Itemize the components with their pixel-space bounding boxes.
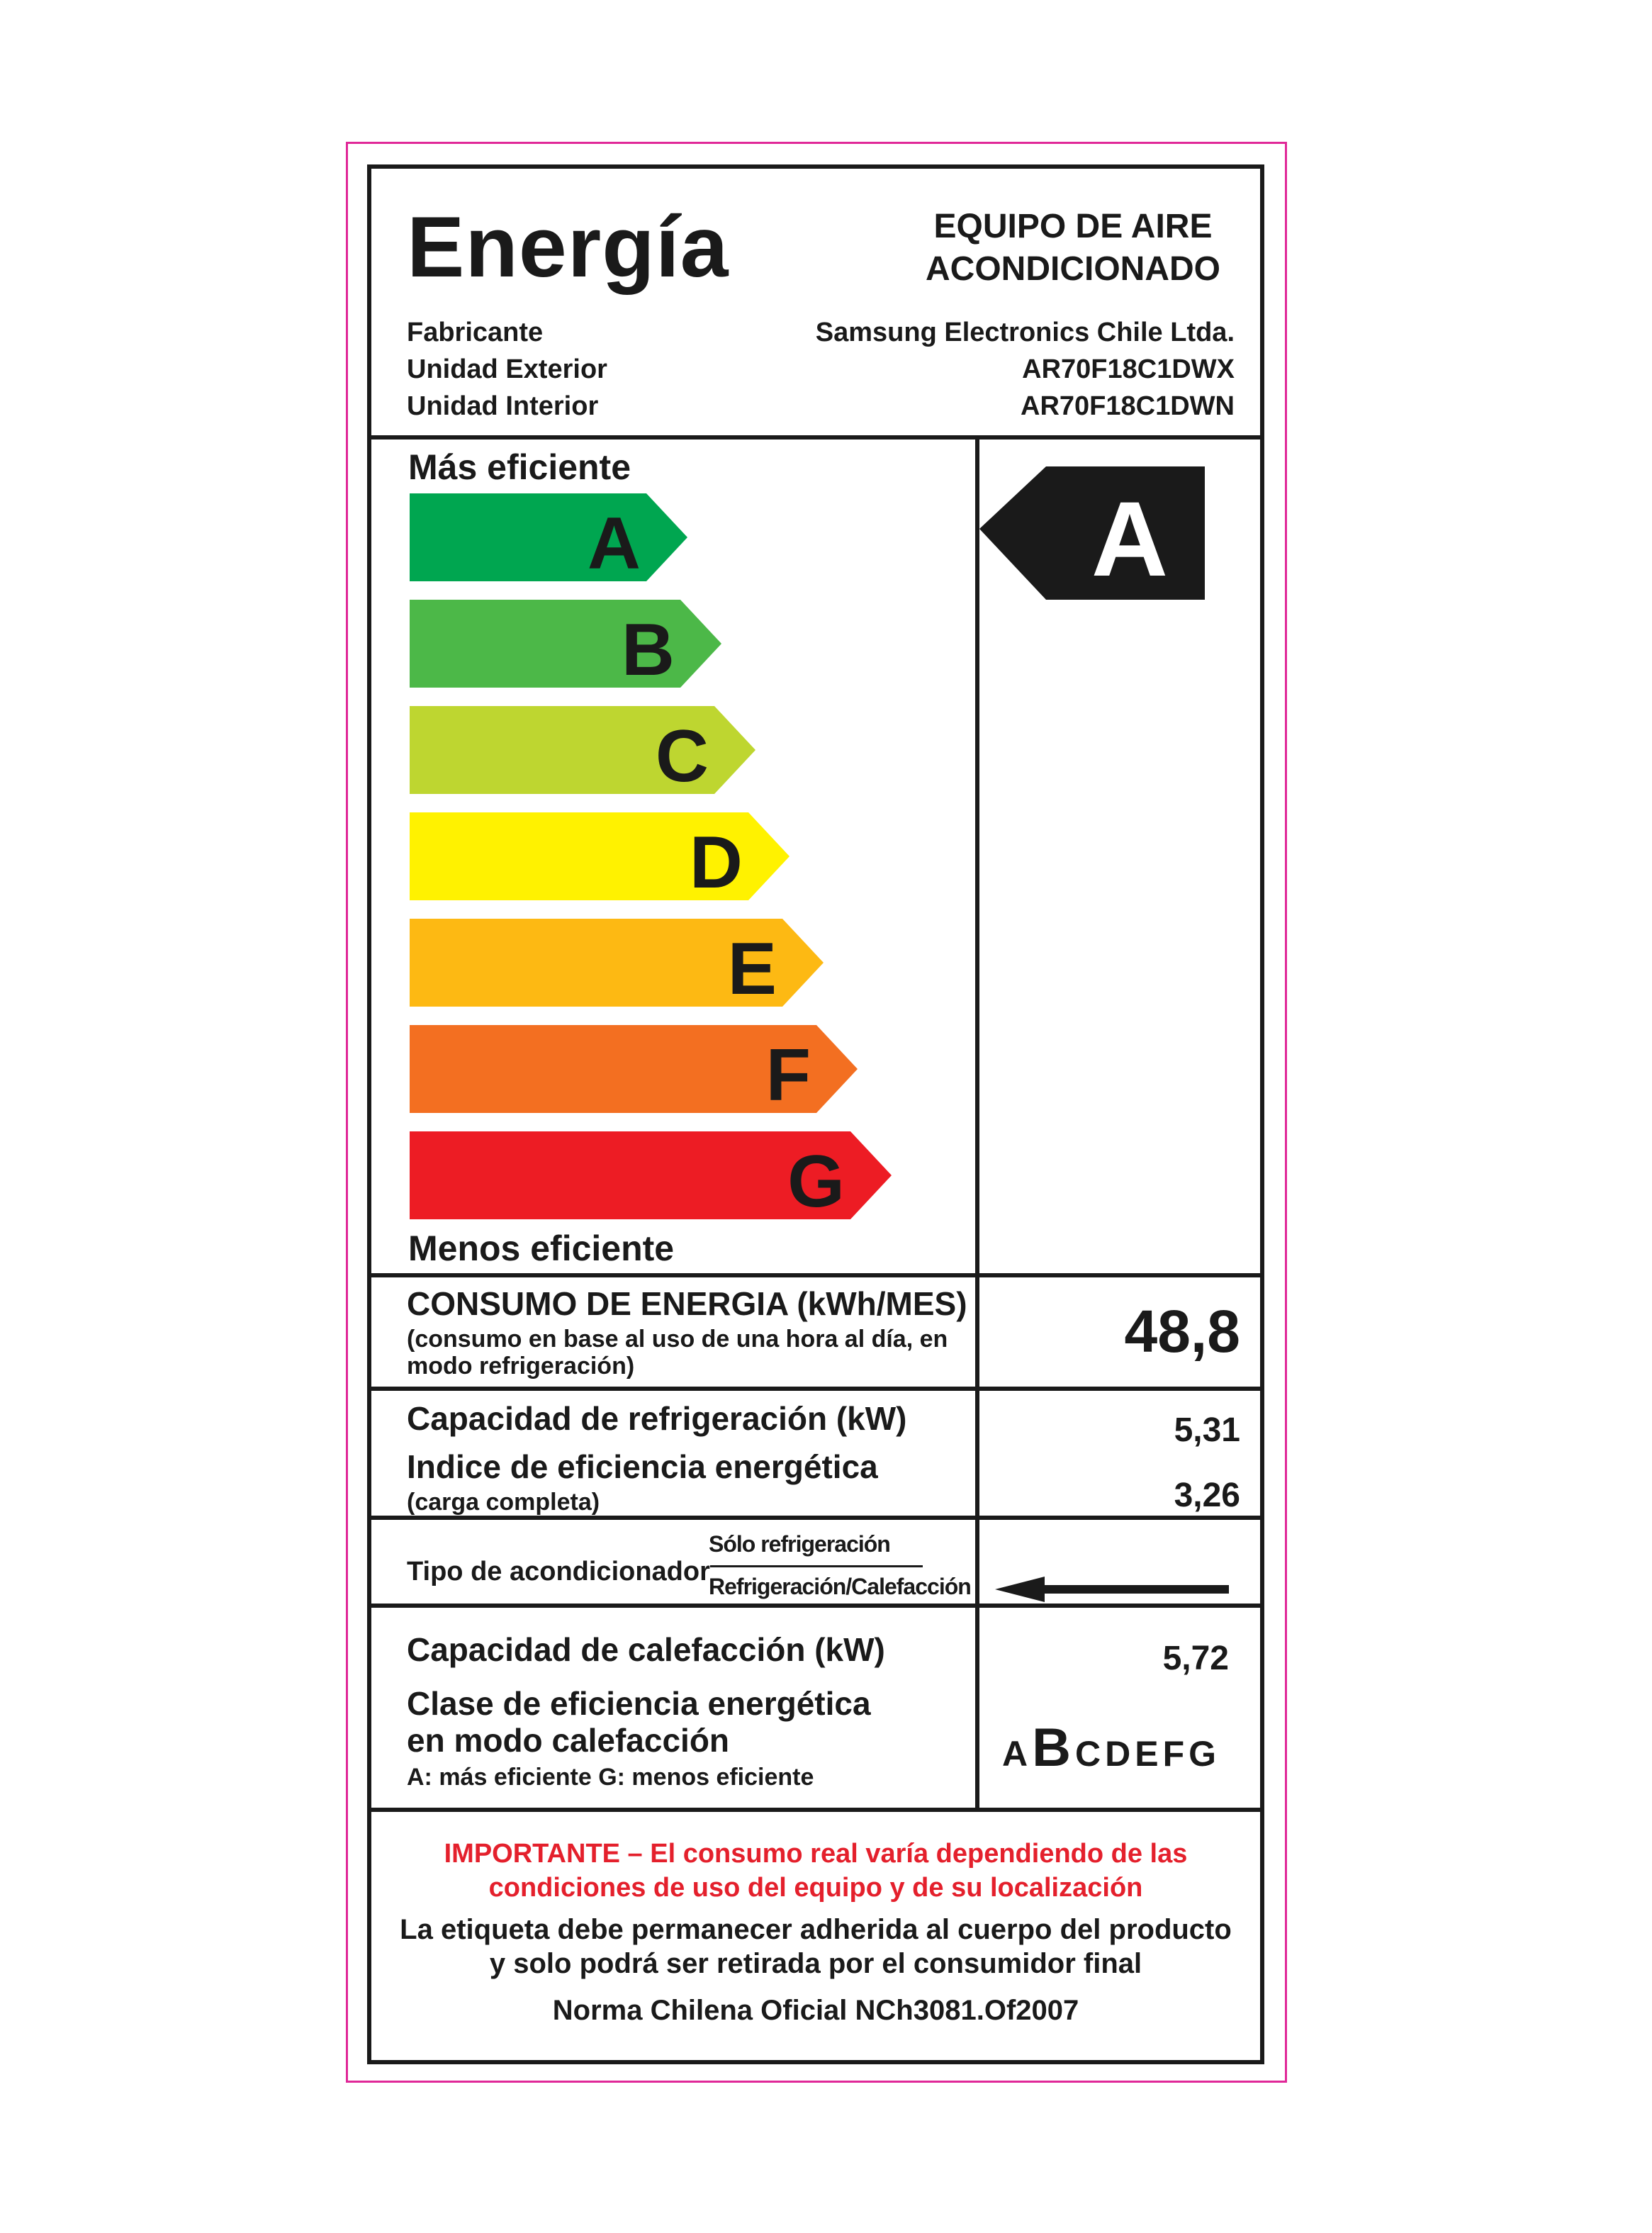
divider xyxy=(975,1387,979,1517)
efficiency-bar-letter: G xyxy=(787,1141,845,1223)
divider xyxy=(975,1604,979,1809)
cooling-capacity-value: 5,31 xyxy=(1174,1411,1240,1449)
type-option-cooling-only: Sólo refrigeración xyxy=(709,1531,890,1557)
notice-line2: y solo podrá ser retirada por el consumidor final xyxy=(489,1948,1142,1979)
important-line2: condiciones de uso del equipo y de su localización xyxy=(488,1873,1143,1903)
consumption-value: 48,8 xyxy=(1124,1298,1240,1365)
divider xyxy=(371,1604,1260,1608)
type-selected-arrow xyxy=(995,1575,1236,1604)
efficiency-bars xyxy=(371,169,974,1275)
outdoor-unit-label: Unidad Exterior xyxy=(407,354,607,384)
efficiency-bar-e xyxy=(410,919,824,1010)
indoor-unit-label: Unidad Interior xyxy=(407,391,599,421)
heating-class-letter-d: D xyxy=(1105,1734,1135,1774)
notice-line1: La etiqueta debe permanecer adherida al cuerpo del producto xyxy=(400,1914,1232,1945)
efficiency-bar-g xyxy=(410,1131,892,1223)
heating-class-letter-a: A xyxy=(1002,1734,1033,1774)
energy-label xyxy=(367,164,1264,2064)
consumption-note-line2: modo refrigeración) xyxy=(407,1353,635,1379)
heating-capacity-label: Capacidad de calefacción (kW) xyxy=(407,1631,885,1668)
divider xyxy=(975,1516,979,1605)
efficiency-bar-letter: D xyxy=(689,822,743,904)
efficiency-bar-c xyxy=(410,706,755,798)
heating-class-letter-e: E xyxy=(1135,1734,1163,1774)
heating-class-letter-f: F xyxy=(1162,1734,1189,1774)
equipment-type-line1: EQUIPO DE AIRE xyxy=(933,208,1213,245)
efficiency-bar-f xyxy=(410,1025,858,1116)
cooling-capacity-label: Capacidad de refrigeración (kW) xyxy=(407,1400,907,1437)
heating-class-letter-b: B xyxy=(1032,1718,1075,1778)
efficiency-bar-letter: C xyxy=(655,715,709,798)
important-line1: IMPORTANTE – El consumo real varía dependiendo de las xyxy=(444,1839,1188,1869)
heating-class-letter-c: C xyxy=(1075,1734,1106,1774)
divider xyxy=(371,1516,1260,1520)
arrow-left-icon xyxy=(995,1575,1236,1604)
divider xyxy=(371,1273,1260,1277)
outdoor-unit-value: AR70F18C1DWX xyxy=(1022,354,1235,384)
cooling-efficiency-note: (carga completa) xyxy=(407,1489,600,1516)
efficiency-bar-b xyxy=(410,600,721,691)
least-efficient-label: Menos eficiente xyxy=(408,1229,675,1268)
divider xyxy=(975,1273,979,1388)
efficiency-bar-letter: B xyxy=(621,609,675,691)
efficiency-scale xyxy=(371,169,974,1275)
heating-class-label-line1: Clase de eficiencia energética xyxy=(407,1685,871,1722)
efficiency-bar-letter: F xyxy=(765,1034,811,1116)
conditioner-type-label: Tipo de acondicionador xyxy=(407,1557,710,1586)
heating-class-label-line2: en modo calefacción xyxy=(407,1722,730,1759)
efficiency-bar-d xyxy=(410,812,790,904)
heating-class-letter-g: G xyxy=(1189,1734,1221,1774)
equipment-type-line2: ACONDICIONADO xyxy=(926,250,1220,288)
type-option-cooling-heating: Refrigeración/Calefacción xyxy=(709,1574,971,1599)
efficiency-bar-letter: A xyxy=(587,503,641,585)
cooling-efficiency-label: Indice de eficiencia energética xyxy=(407,1448,878,1485)
standard-reference: Norma Chilena Oficial NCh3081.Of2007 xyxy=(552,1995,1079,2026)
manufacturer-label: Fabricante xyxy=(407,318,544,347)
divider xyxy=(371,1808,1260,1812)
cooling-efficiency-value: 3,26 xyxy=(1174,1477,1240,1514)
type-option-divider xyxy=(710,1565,923,1567)
label-title: Energía xyxy=(407,198,729,295)
divider xyxy=(371,1387,1260,1391)
efficiency-bar-a xyxy=(410,493,687,585)
heating-capacity-value: 5,72 xyxy=(1162,1640,1229,1677)
most-efficient-label: Más eficiente xyxy=(408,447,631,487)
rating-indicator xyxy=(979,466,1263,622)
consumption-note-line1: (consumo en base al uso de una hora al día, en xyxy=(407,1326,948,1353)
indoor-unit-value: AR70F18C1DWN xyxy=(1021,391,1235,421)
rating-arrow xyxy=(979,466,1263,622)
efficiency-bar-shape xyxy=(410,493,687,581)
heating-class-note: A: más eficiente G: menos eficiente xyxy=(407,1764,814,1791)
efficiency-bar-letter: E xyxy=(727,928,777,1010)
consumption-title: CONSUMO DE ENERGIA (kWh/MES) xyxy=(407,1285,967,1322)
manufacturer-value: Samsung Electronics Chile Ltda. xyxy=(815,318,1235,347)
heating-class-letters xyxy=(1002,1717,1243,1779)
efficiency-bar-shape xyxy=(410,600,721,688)
rating-letter: A xyxy=(1091,479,1169,598)
